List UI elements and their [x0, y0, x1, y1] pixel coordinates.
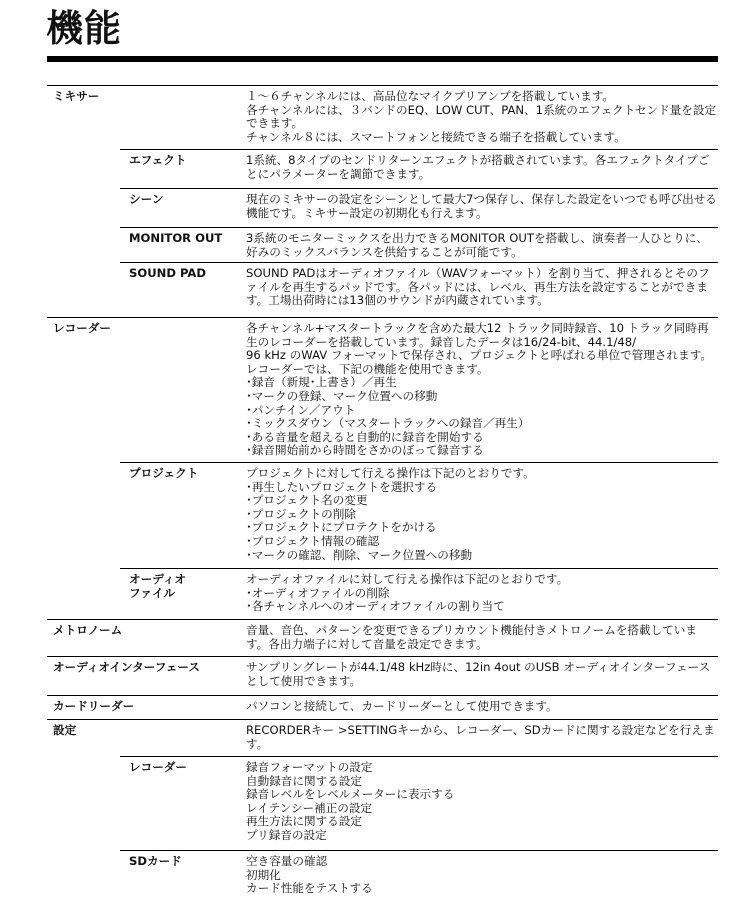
row-description: １～６チャンネルには、高品位なマイクプリアンプを搭載しています。 各チャンネルには、３バンドのEQ、LOW CUT、PAN、1系統のエフェクトセンド量を設定できます。 チャンネル８には、スマートフォンと接続できる端子を搭載しています。 [246, 89, 717, 144]
row-description: プロジェクトに対して行える操作は下記のとおりです。 ･再生したいプロジェクトを選択する ･プロジェクト名の変更 ･プロジェクトの削除 ･プロジェクトにプロテクトをかける ･プロジェクト情報の確認 ･マークの確認、削除、マーク位置への移動 [246, 466, 535, 562]
table-row [47, 619, 718, 656]
row-description: 音量、音色、パターンを変更できるプリカウント機能付きメトロノームを搭載しています。各出力端子に対して音量を設定できます。 [246, 623, 697, 651]
row-label: シーン [129, 192, 164, 206]
table-row [120, 262, 718, 317]
row-description: サンプリングレートが44.1/48 kHz時に、12in 4out のUSB オーディオインターフェースとして使用できます。 [246, 660, 711, 688]
row-label: カードリーダー [53, 699, 135, 713]
row-description: パソコンと接続して、カードリーダーとして使用できます。 [246, 699, 558, 713]
row-description: 1系統、8タイプのセンドリターンエフェクトが搭載されています。各エフェクトタイプごとにパラメーターを調節できます。 [246, 153, 710, 181]
row-label: エフェクト [129, 153, 187, 167]
row-label: 設定 [53, 723, 77, 737]
row-description: 各チャンネル+マスタートラックを含めた最大12 トラック同時録音、10 トラック同時再生のレコーダーを搭載しています。録音したデータは16/24-bit、44.1/48/ 96 kHz のWAV フォーマットで保存され、プロジェクトと呼ばれる単位で管理されます。 レコーダーでは、下記の機能を使用できます。 ･録音（新規･上書き）／再生 ･マークの登録、マーク位置への移動 ･パンチイン／アウト ･ミックスダウン（マスタートラックへの録音／再生） ･ある音量を超えると自動的に録音を開始する ･録音開始前から時間をさかのぼって録音する [246, 321, 712, 458]
table-row [47, 719, 718, 756]
row-description: RECORDERキー >SETTINGキーから、レコーダー、SDカードに関する設定などを行えます。 [246, 723, 715, 751]
table-row [47, 695, 718, 719]
table-row [120, 568, 718, 619]
table-row [120, 227, 718, 262]
row-description: SOUND PADはオーディオファイル（WAVフォーマット）を割り当て、押されるとそのファイルを再生するパッドです。各パッドには、レベル、再生方法を設定することができます。工場出荷時には13個のサウンドが内蔵されています。 [246, 266, 710, 308]
table-row [47, 656, 718, 695]
row-label: プロジェクト [129, 466, 199, 480]
table-row [120, 756, 718, 850]
row-description: オーディオファイルに対して行える操作は下記のとおりです。 ･オーディオファイルの削除 ･各チャンネルへのオーディオファイルの割り当て [246, 572, 569, 614]
row-label: オーディオ ファイル [129, 572, 187, 600]
table-row [47, 85, 718, 149]
feature-table [47, 85, 718, 899]
row-description: 空き容量の確認 初期化 カード性能をテストする [246, 854, 373, 896]
row-label: オーディオインターフェース [53, 660, 201, 674]
table-row [120, 149, 718, 188]
row-description: 現在のミキサーの設定をシーンとして最大7つ保存し、保存した設定をいつでも呼び出せる機能です。ミキサー設定の初期化も行えます。 [246, 192, 717, 220]
row-description: 録音フォーマットの設定 自動録音に関する設定 録音レベルをレベルメーターに表示する レイテンシー補正の設定 再生方法に関する設定 プリ録音の設定 [246, 760, 455, 842]
table-row [120, 188, 718, 227]
table-row [120, 462, 718, 568]
table-row [120, 850, 718, 899]
row-label: レコーダー [129, 760, 187, 774]
row-label: レコーダー [53, 321, 111, 335]
title-rule [47, 56, 718, 62]
table-row [47, 317, 718, 462]
row-label: MONITOR OUT [129, 231, 223, 245]
page-title: 機能 [46, 7, 122, 50]
row-label: SDカード [129, 854, 182, 868]
row-label: SOUND PAD [129, 266, 207, 280]
row-description: 3系統のモニターミックスを出力できるMONITOR OUTを搭載し、演奏者一人ひとりに、好みのミックスバランスを供給することが可能です。 [246, 231, 708, 259]
row-label: ミキサー [53, 89, 100, 103]
row-label: メトロノーム [53, 623, 123, 637]
